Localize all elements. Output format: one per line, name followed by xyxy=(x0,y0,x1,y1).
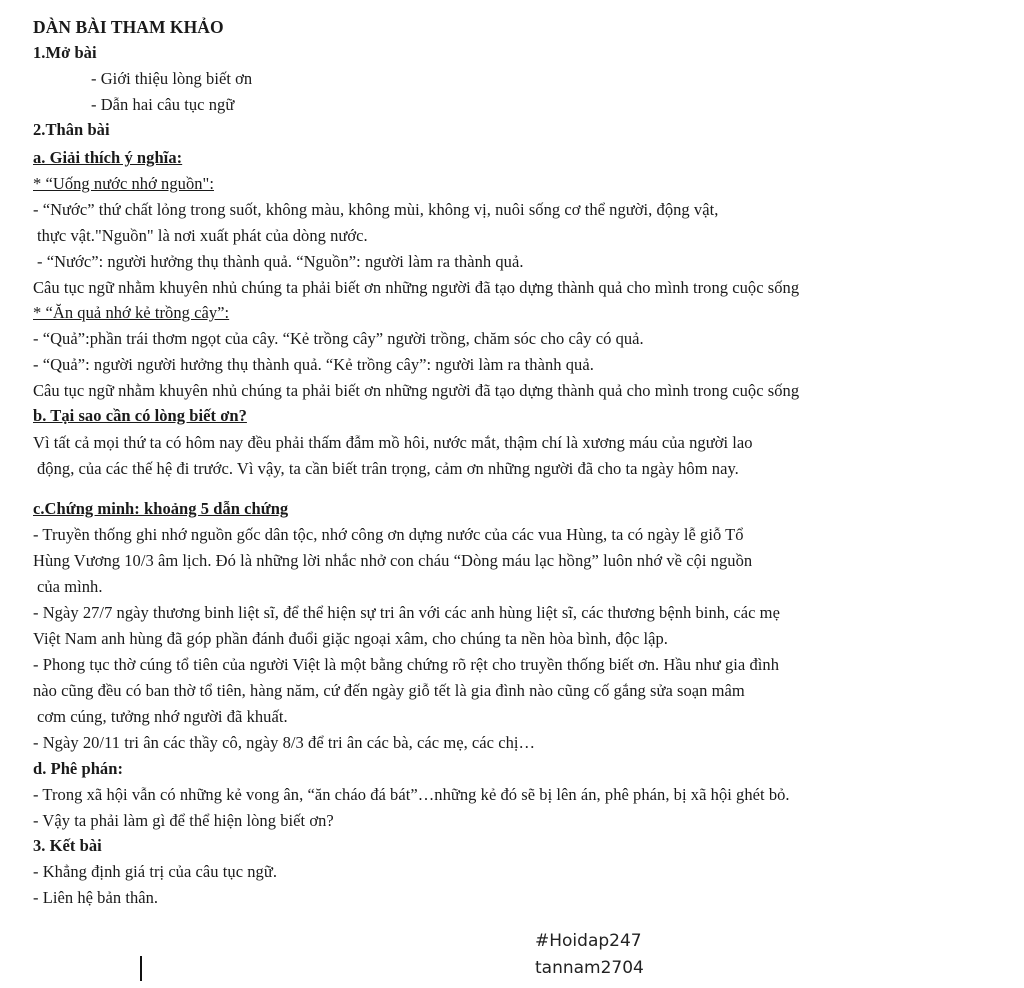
paragraph-line: Việt Nam anh hùng đã góp phần đánh đuổi giặc ngoại xâm, cho chúng ta nền hòa bình, độc lập. xyxy=(33,629,668,648)
heading-ket-bai: 3. Kết bài xyxy=(33,836,102,855)
paragraph-line: Câu tục ngữ nhằm khuyên nhủ chúng ta phải biết ơn những người đã tạo dựng thành quả cho mình trong cuộc sống xyxy=(33,381,800,400)
document-title: DÀN BÀI THAM KHẢO xyxy=(33,17,224,37)
heading-a-giai-thich: a. Giải thích ý nghĩa: xyxy=(33,148,183,167)
paragraph-line: - Ngày 27/7 ngày thương binh liệt sĩ, để thể hiện sự tri ân với các anh hùng liệt sĩ, các thương bệnh binh, các mẹ xyxy=(33,603,780,622)
heading-d-phe-phan: d. Phê phán: xyxy=(33,759,124,778)
heading-c-chung-minh: c.Chứng minh: khoảng 5 dẫn chứng xyxy=(33,499,289,518)
proverb1-label: * “Uống nước nhớ nguồn": xyxy=(33,174,214,193)
mo-bai-item: - Giới thiệu lòng biết ơn xyxy=(91,69,253,88)
paragraph-line: - “Nước”: người hưởng thụ thành quả. “Nguồn”: người làm ra thành quả. xyxy=(37,252,524,271)
paragraph-line: Vì tất cả mọi thứ ta có hôm nay đều phải thấm đẫm mồ hôi, nước mắt, thậm chí là xương máu của người lao xyxy=(33,433,753,452)
paragraph-line: Câu tục ngữ nhằm khuyên nhủ chúng ta phải biết ơn những người đã tạo dựng thành quả cho mình trong cuộc sống xyxy=(33,278,800,297)
paragraph-line: của mình. xyxy=(37,577,103,596)
proverb2-label: * “Ăn quả nhớ kẻ trồng cây”: xyxy=(33,303,230,322)
paragraph-line: - Ngày 20/11 tri ân các thầy cô, ngày 8/3 để tri ân các bà, các mẹ, các chị… xyxy=(33,733,536,752)
paragraph-line: - Vậy ta phải làm gì để thể hiện lòng biết ơn? xyxy=(33,811,334,830)
paragraph-line: - Truyền thống ghi nhớ nguồn gốc dân tộc, nhớ công ơn dựng nước của các vua Hùng, ta có ngày lễ giỗ Tổ xyxy=(33,525,744,544)
paragraph-line: động, của các thế hệ đi trước. Vì vậy, ta cần biết trân trọng, cảm ơn những người đã cho ta ngày hôm nay. xyxy=(37,459,739,478)
paragraph-line: thực vật."Nguồn" là nơi xuất phát của dòng nước. xyxy=(37,226,368,245)
paragraph-line: - “Quả”: người người hưởng thụ thành quả. “Kẻ trồng cây”: người làm ra thành quả. xyxy=(33,355,594,374)
watermark-user: tannam2704 xyxy=(535,958,644,978)
heading-than-bai: 2.Thân bài xyxy=(33,120,110,139)
heading-mo-bai: 1.Mở bài xyxy=(33,43,97,62)
paragraph-line: - Trong xã hội vẫn có những kẻ vong ân, “ăn cháo đá bát”…những kẻ đó sẽ bị lên án, phê phán, bị xã hội ghét bỏ. xyxy=(33,785,790,804)
heading-b-tai-sao: b. Tại sao cần có lòng biết ơn? xyxy=(33,406,247,425)
paragraph-line: - “Quả”:phần trái thơm ngọt của cây. “Kẻ trồng cây” người trồng, chăm sóc cho cây có quả. xyxy=(33,329,644,348)
paragraph-line: cơm cúng, tưởng nhớ người đã khuất. xyxy=(37,707,288,726)
watermark-tag: #Hoidap247 xyxy=(535,931,642,951)
ket-bai-item: - Liên hệ bản thân. xyxy=(33,888,159,907)
mo-bai-item: - Dẫn hai câu tục ngữ xyxy=(91,95,235,114)
paragraph-line: - Phong tục thờ cúng tổ tiên của người Việt là một bằng chứng rõ rệt cho truyền thống biết ơn. Hầu như gia đình xyxy=(33,655,779,674)
paragraph-line: - “Nước” thứ chất lỏng trong suốt, không màu, không mùi, không vị, nuôi sống cơ thể người, động vật, xyxy=(33,200,719,219)
paragraph-line: Hùng Vương 10/3 âm lịch. Đó là những lời nhắc nhở con cháu “Dòng máu lạc hồng” luôn nhớ về cội nguồn xyxy=(33,551,753,570)
ket-bai-item: - Khẳng định giá trị của câu tục ngữ. xyxy=(33,862,278,881)
text-cursor xyxy=(140,956,142,981)
paragraph-line: nào cũng đều có ban thờ tổ tiên, hàng năm, cứ đến ngày giỗ tết là gia đình nào cũng cố gắng sửa soạn mâm xyxy=(33,681,745,700)
